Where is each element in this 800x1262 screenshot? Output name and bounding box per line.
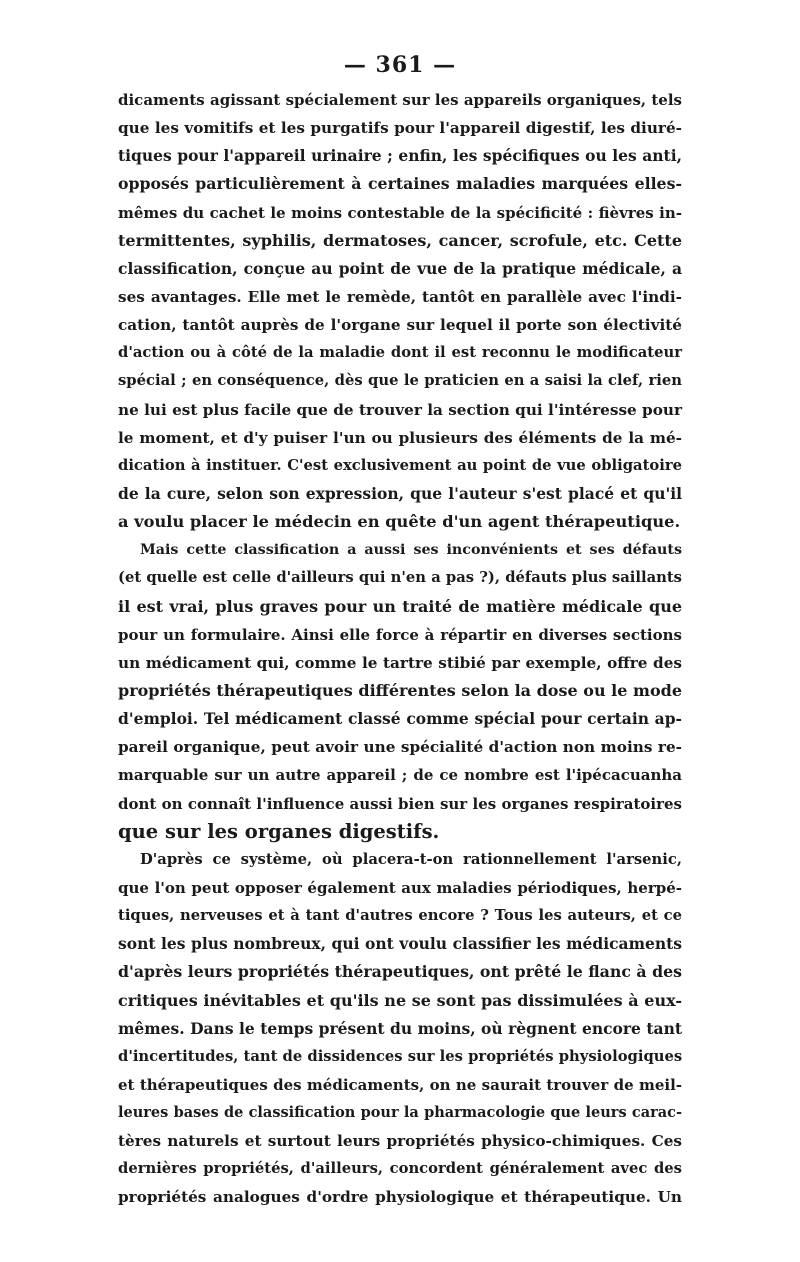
text-line: sont les plus nombreux, qui ont voulu classifier les médicaments (118, 934, 682, 954)
text-line: tiques, nerveuses et à tant d'autres encore ? Tous les auteurs, et ce (118, 907, 682, 925)
text-line: critiques inévitables et qu'ils ne se sont pas dissimulées à eux- (118, 990, 682, 1010)
text-line: propriétés thérapeutiques différentes selon la dose ou le mode (118, 680, 682, 700)
text-line: opposés particulièrement à certaines maladies marquées elles- (118, 174, 682, 194)
text-line: d'après leurs propriétés thérapeutiques, ont prêté le flanc à des (118, 962, 682, 982)
text-line: tères naturels et surtout leurs propriétés physico-chimiques. Ces (118, 1132, 682, 1151)
text-line: (et quelle est celle d'ailleurs qui n'en a pas ?), défauts plus saillants (118, 569, 682, 587)
text-line: pareil organique, peut avoir une spécialité d'action non moins re- (118, 738, 682, 757)
text-line: propriétés analogues d'ordre physiologique et thérapeutique. Un (118, 1188, 682, 1207)
text-line: D'après ce système, où placera-t-on rationnellement l'arsenic, (140, 850, 682, 868)
text-line: ses avantages. Elle met le remède, tantôt en parallèle avec l'indi- (118, 287, 682, 306)
page-number: — 361 — (343, 52, 457, 78)
text-line: de la cure, selon son expression, que l'auteur s'est placé et qu'il (118, 483, 682, 503)
text-line: dont on connaît l'influence aussi bien sur les organes respiratoires (118, 794, 682, 813)
text-line: un médicament qui, comme le tartre stibié par exemple, offre des (118, 653, 682, 672)
text-line: que l'on peut opposer également aux maladies périodiques, herpé- (118, 878, 682, 897)
text-line: termittentes, syphilis, dermatoses, cancer, scrofule, etc. Cette (118, 230, 682, 250)
text-line: ne lui est plus facile que de trouver la section qui l'intéresse pour (118, 400, 682, 419)
text-line: cation, tantôt auprès de l'organe sur lequel il porte son électivité (118, 316, 682, 335)
text-line: et thérapeutiques des médicaments, on ne saurait trouver de meil- (118, 1075, 682, 1094)
text-line: dernières propriétés, d'ailleurs, concordent généralement avec des (118, 1160, 682, 1178)
text-line: leures bases de classification pour la pharmacologie que leurs carac- (118, 1104, 682, 1122)
text-line: marquable sur un autre appareil ; de ce nombre est l'ipécacuanha (118, 766, 682, 785)
text-line: classification, conçue au point de vue de la pratique médicale, a (118, 258, 682, 278)
text-line: que sur les organes digestifs. (118, 819, 440, 843)
text-line: d'incertitudes, tant de dissidences sur les propriétés physiologiques (118, 1047, 683, 1065)
text-line: spécial ; en conséquence, dès que le praticien en a saisi la clef, rien (118, 372, 682, 390)
text-line: il est vrai, plus graves pour un traité de matière médicale que (118, 596, 682, 616)
body-text (118, 86, 682, 1212)
text-line: Mais cette classification a aussi ses inconvénients et ses défauts (140, 542, 682, 559)
text-line: mêmes du cachet le moins contestable de la spécificité : fièvres in- (118, 203, 682, 222)
text-line: mêmes. Dans le temps présent du moins, où règnent encore tant (118, 1018, 682, 1038)
text-line: dication à instituer. C'est exclusivement au point de vue obligatoire (118, 456, 682, 474)
text-line: a voulu placer le médecin en quête d'un agent thérapeutique. (118, 512, 681, 532)
text-line: le moment, et d'y puiser l'un ou plusieurs des éléments de la mé- (118, 428, 682, 447)
text-line: d'action ou à côté de la maladie dont il est reconnu le modificateur (118, 344, 682, 362)
text-line: d'emploi. Tel médicament classé comme spécial pour certain ap- (118, 709, 682, 729)
text-line: que les vomitifs et les purgatifs pour l'appareil digestif, les diuré- (118, 119, 682, 138)
text-line: dicaments agissant spécialement sur les appareils organiques, tels (118, 91, 682, 109)
text-line: pour un formulaire. Ainsi elle force à répartir en diverses sections (118, 625, 682, 644)
text-line: tiques pour l'appareil urinaire ; enfin, les spécifiques ou les anti, (118, 146, 682, 166)
